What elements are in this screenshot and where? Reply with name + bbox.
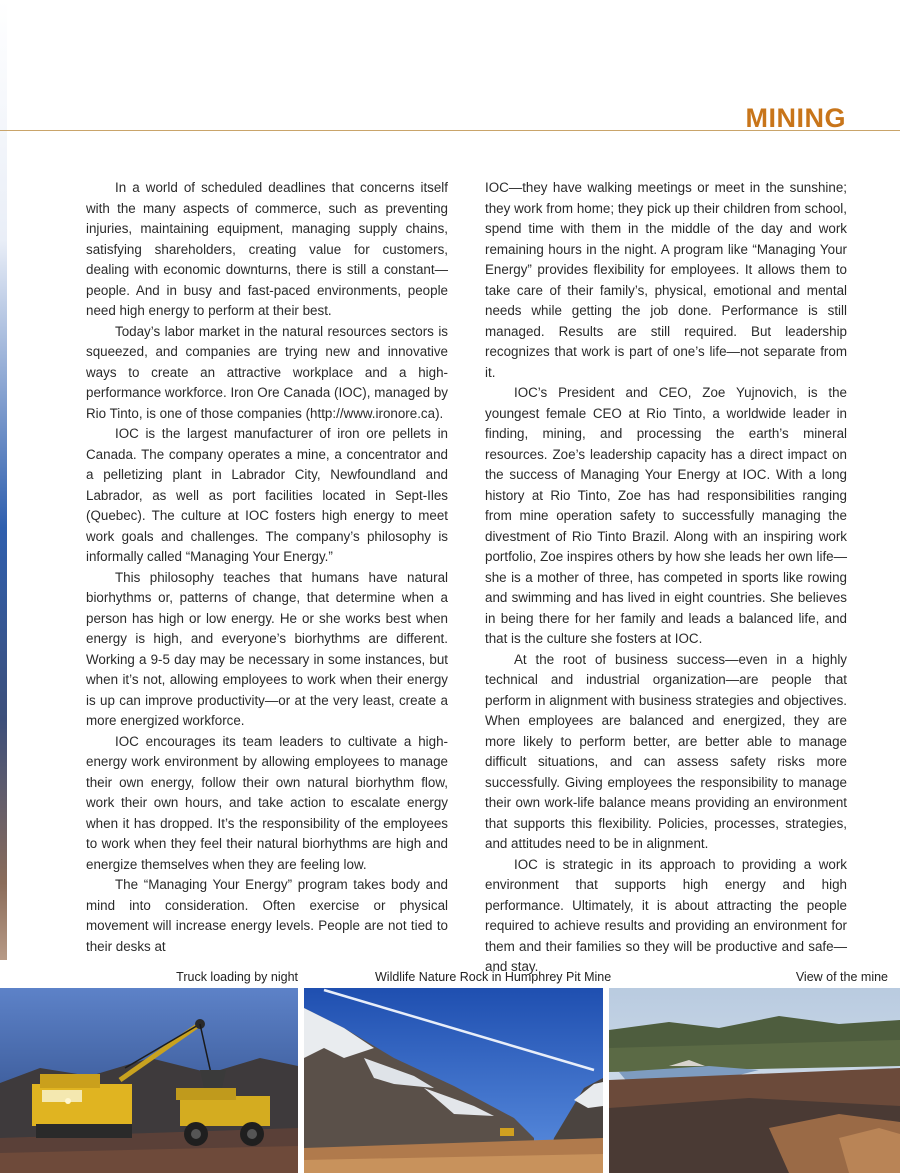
paragraph: IOC encourages its team leaders to cultivate a high-energy work environment by allowing employees to manage their own energy, follow their own natural biorhythm flow, work their own hours, and take action to escalate energy when it has dropped. It’s the responsibility of the employees to work when they feel their natural biorhythms are high and energize themselves when they are feeling low. <box>86 733 448 872</box>
paragraph: The “Managing Your Energy” program takes body and mind into consideration. Often exercise or physical movement will increase energy levels. People are not tied to their desks at <box>86 877 448 954</box>
paragraph: At the root of business success—even in a highly technical and industrial organization—are people that perform in alignment with business strategies and objectives. When employees are balanced and energized, they are more likely to perform better, are better able to manage difficult situations, and can assess safety risks more successfully. Giving employees the responsibility to manage their own work-life balance means providing an environment that supports this flexibility. Policies, processes, strategies, and attitudes need to be in alignment. <box>485 651 847 851</box>
photo-caption-mine-view: View of the mine <box>795 970 888 984</box>
paragraph: Today’s labor market in the natural resources sectors is squeezed, and companies are trying new and innovative ways to create an attractive workplace and a high-performance workforce. Iron Ore Canada (IOC), managed by Rio Tinto, is one of those companies (http://www.ironore.ca). <box>86 323 448 421</box>
paragraph-continued: IOC—they have walking meetings or meet in the sunshine; they work from home; they pick up their children from school, spend time with them in the middle of the day and work remaining hours in the night. A program like “Managing Your Energy” provides flexibility for employees. It allows them to take care of their family’s, physical, emotional and mental needs while getting the job done. Performance is still managed. Results are still required. But leadership recognizes that work is part of one’s life—not separate from it. <box>485 180 847 380</box>
photo-truck-loading <box>0 988 298 1173</box>
photo-humphrey-pit-rock <box>304 988 603 1173</box>
page-edge-strip <box>0 0 7 960</box>
article-right-column <box>485 178 847 978</box>
photo-caption-truck: Truck loading by night <box>176 970 298 984</box>
photo-mine-view <box>609 988 900 1173</box>
article-left-column <box>86 178 448 957</box>
section-title: MINING <box>745 103 846 133</box>
paragraph: In a world of scheduled deadlines that concerns itself with the many aspects of commerce, such as preventing injuries, maintaining equipment, managing supply chains, satisfying shareholders, creating value for customers, dealing with economic downturns, there is still a constant—people. And in busy and fast-paced environments, people need high energy to perform at their best. <box>86 180 448 318</box>
paragraph: IOC is strategic in its approach to providing a work environment that supports high energy and high performance. Ultimately, it is about attracting the people required to achieve results and providing an environment for them and their families so they will be productive and safe—and stay. <box>485 856 847 974</box>
paragraph: IOC is the largest manufacturer of iron ore pellets in Canada. The company operates a mine, a concentrator and a pelletizing plant in Labrador City, Newfoundland and Labrador, as well as port facilities located in Sept-Iles (Quebec). The culture at IOC fosters high energy to meet work goals and challenges. The company’s philosophy is informally called “Managing Your Energy.” <box>86 426 448 564</box>
paragraph: IOC’s President and CEO, Zoe Yujnovich, is the youngest female CEO at Rio Tinto, a worldwide leader in finding, mining, and processing the earth’s mineral resources. Zoe’s leadership capacity has a direct impact on the success of Managing Your Energy at IOC. With a long history at Rio Tinto, Zoe has had responsibilities ranging from mine operation safety to successfully managing the divestment of Rio Tinto Brazil. Along with an inspiring work portfolio, Zoe inspires others by how she leads her own life—she is a mother of three, has competed in sports like rowing and swimming and has lived in eight countries. She believes in being there for her family and leads a balanced life, and that is the culture she fosters at IOC. <box>485 385 847 646</box>
photo-caption-wildlife-rock: Wildlife Nature Rock in Humphrey Pit Mine <box>375 970 612 984</box>
paragraph: This philosophy teaches that humans have natural biorhythms or, patterns of change, that determine when a person has high or low energy. He or she works best when energy is high, and everyone’s biorhythms are different. Working a 9-5 day may be necessary in some instances, but when it’s not, allowing employees to work when their energy is up can improve productivity—or at the very least, create a more energized workforce. <box>86 569 448 728</box>
